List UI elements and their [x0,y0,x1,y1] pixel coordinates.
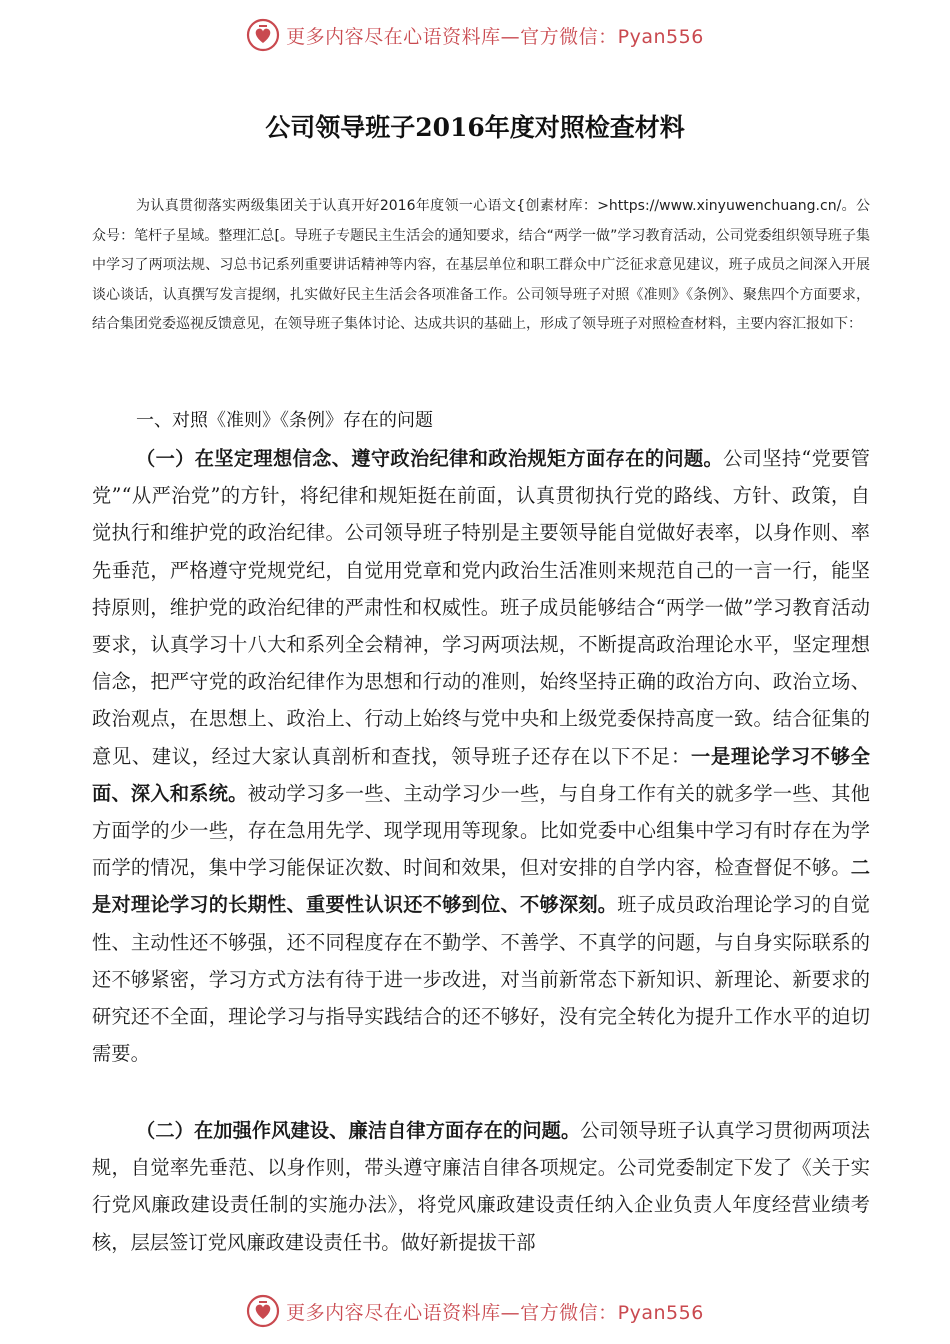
para1-lead: （一）在坚定理想信念、遵守政治纪律和政治规矩方面存在的问题。 [136,447,724,470]
para2-text: 公司领导班子认真学习贯彻两项法规，自觉率先垂范、以身作则，带头遵守廉洁自律各项规定。公司党委制定下发了《关于实行党风廉政建设责任制的实施办法》，将党风廉政建设责任纳入企业负责人年度经营业绩考核，层层签订党风廉政建设责任书。做好新提拔干部 [92,1119,870,1254]
para1-point2: 二是对理论学习的长期性、重要性认识还不够到位、不够深刻。 [92,856,870,917]
heart-logo-icon [246,1294,280,1328]
section-heading-1: 一、对照《准则》《条例》存在的问题 [136,410,433,431]
para1-text1: 公司坚持“党要管党”“从严治党”的方针，将纪律和规矩挺在前面，认真贯彻执行党的路线、方针、政策，自觉执行和维护党的政治纪律。公司领导班子特别是主要领导能自觉做好表率，以身作则、率先垂范，严格遵守党规党纪，自觉用党章和党内政治生活准则来规范自己的一言一行，能坚持原则，维护党的政治纪律的严肃性和权威性。班子成员能够结合“两学一做”学习教育活动要求，认真学习十八大和系列全会精神，学习两项法规，不断提高政治理论水平，坚定理想信念，把严守党的政治纪律作为思想和行动的准则，始终坚持正确的政治方向、政治立场、政治观点，在思想上、政治上、行动上始终与党中央和上级党委保持高度一致。结合征集的意见、建议，经过大家认真剖析和查找，领导班子还存在以下不足： [92,447,871,768]
heart-logo-icon [246,18,280,52]
footer-banner-text: 更多内容尽在心语资料库—官方微信：Pyan556 [286,1301,704,1324]
body-paragraph-1 [92,440,870,1072]
header-banner-text: 更多内容尽在心语资料库—官方微信：Pyan556 [286,25,704,48]
page-title: 公司领导班子2016年度对照检查材料 [265,113,685,142]
para1-text2: 被动学习多一些、主动学习少一些，与自身工作有关的就多学一些、其他方面学的少一些，存在急用先学、现学现用等现象。比如党委中心组集中学习有时存在为学而学的情况，集中学习能保证次数、时间和效果，但对安排的自学内容，检查督促不够。 [92,781,870,880]
para2-lead: （二）在加强作风建设、廉洁自律方面存在的问题。 [136,1119,581,1142]
body-paragraph-2 [92,1112,870,1261]
intro-paragraph: 为认真贯彻落实两级集团关于认真开好2016年度领一心语文{创素材库：>https://www.xinyuwenchuang.cn/。公众号：笔杆子星域。整理汇总[。导班子专题民主生活会的通知要求，结合“两学一做”学习教育活动，公司党委组织领导班子集中学习了两项法规、习总书记系列重要讲话精神等内容，在基层单位和职工群众中广泛征求意见建议，班子成员之间深入开展谈心谈话，认真撰写发言提纲，扎实做好民主生活会各项准备工作。公司领导班子对照《准则》《条例》、聚焦四个方面要求，结合集团党委巡视反馈意见，在领导班子集体讨论、达成共识的基础上，形成了领导班子对照检查材料，主要内容汇报如下： [92,198,870,332]
footer-watermark-banner [0,1288,950,1334]
header-watermark-banner [0,12,950,58]
para1-point1: 一是理论学习不够全面、深入和系统。 [92,744,870,805]
para1-text3: 班子成员政治理论学习的自觉性、主动性还不够强，还不同程度存在不勤学、不善学、不真学的问题，与自身实际联系的还不够紧密，学习方式方法有待于进一步改进，对当前新常态下新知识、新理论、新要求的研究还不全面，理论学习与指导实践结合的还不够好，没有完全转化为提升工作水平的迫切需要。 [92,893,870,1066]
